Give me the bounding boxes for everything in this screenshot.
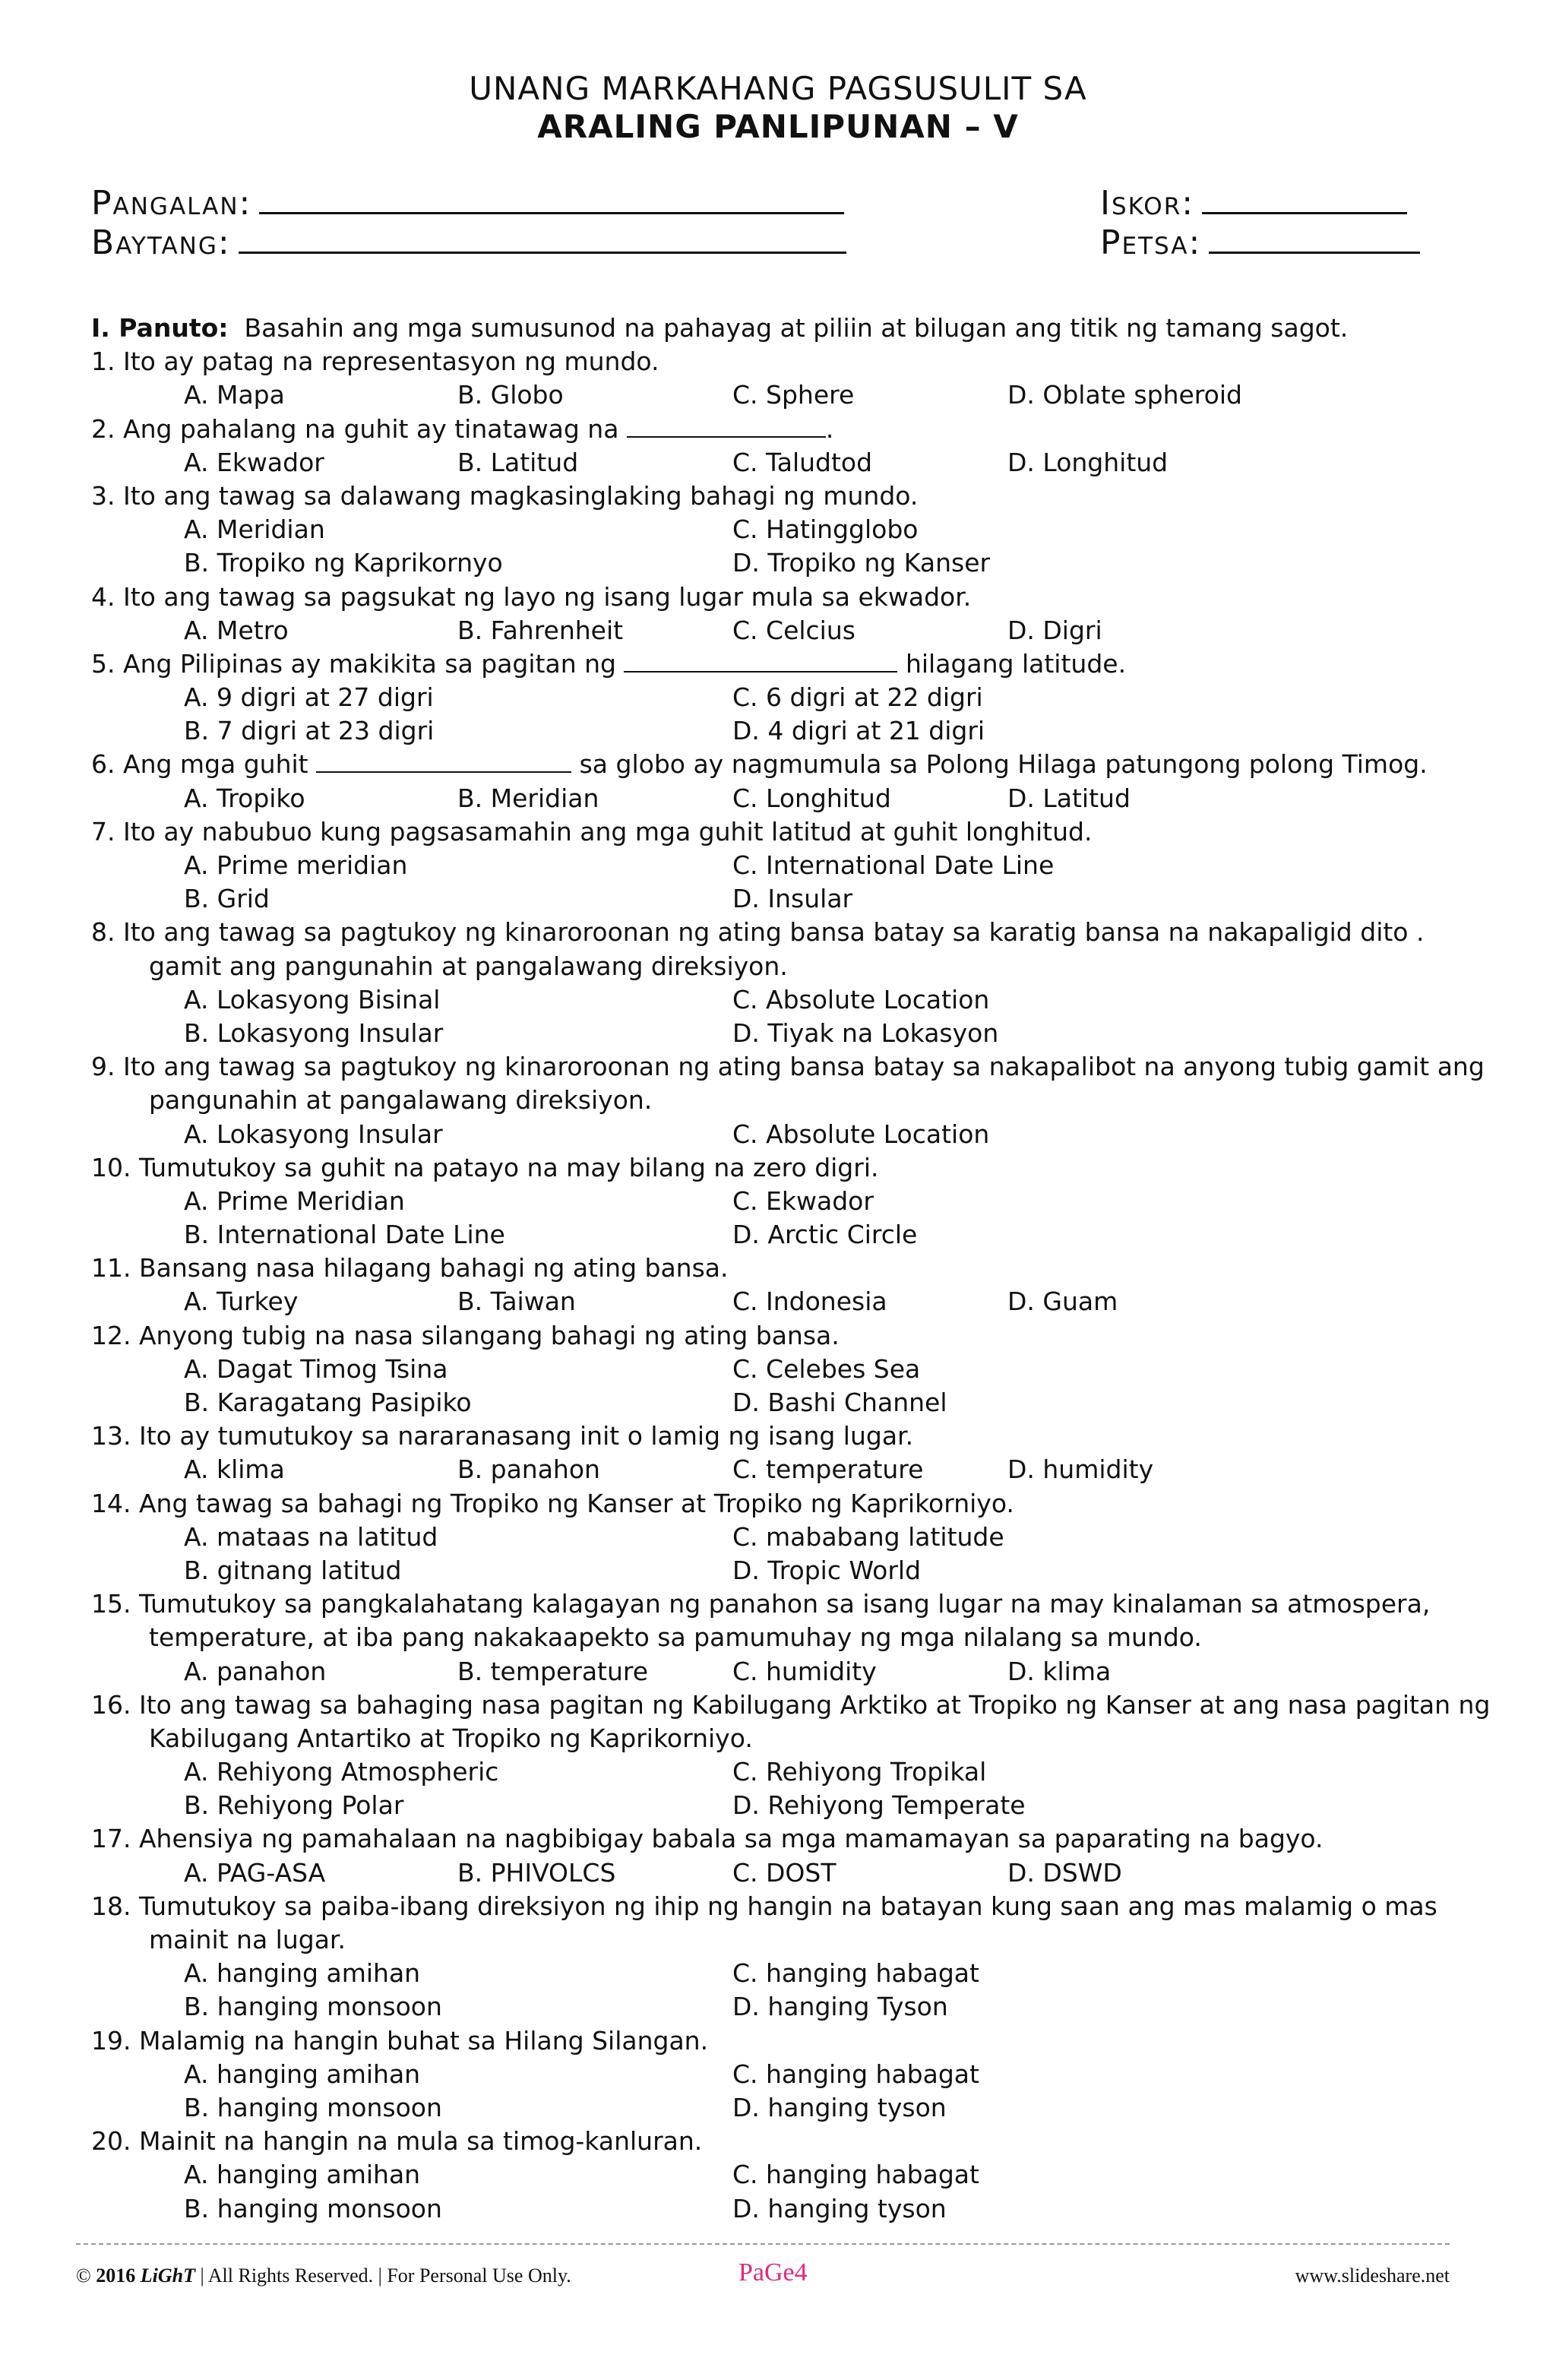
option-a[interactable]: A. Meridian [184, 514, 325, 545]
question-stem: Tumutukoy sa pangkalahatang kalagayan ng panahon sa isang lugar na may kinalaman sa atmospera, [138, 1589, 1431, 1619]
question-row [91, 1487, 1482, 1521]
option-d[interactable]: D. Rehiyong Temperate [732, 1790, 1026, 1821]
question-text [91, 1587, 1430, 1621]
question-text [91, 748, 1428, 781]
option-c[interactable]: C. temperature [732, 1454, 924, 1485]
option-a[interactable]: A. 9 digri at 27 digri [184, 682, 434, 713]
page-number: PaGe4 [738, 2258, 808, 2287]
question-text [91, 647, 1126, 681]
question-number: 20. [91, 2126, 131, 2157]
option-a[interactable]: A. Prime Meridian [184, 1185, 405, 1216]
question-number: 10. [91, 1152, 131, 1182]
option-d[interactable]: D. 4 digri at 21 digri [732, 716, 985, 746]
question-stem-continued: gamit ang pangunahin at pangalawang direksiyon. [149, 951, 788, 981]
question-row [91, 413, 1482, 446]
question-text [91, 1487, 1014, 1521]
option-c[interactable]: C. International Date Line [732, 850, 1055, 880]
options-row [91, 681, 1482, 714]
score-label: Iskor: [1100, 184, 1195, 223]
question-text [91, 413, 833, 446]
question-row [91, 815, 1482, 849]
question-stem: Ito ang tawag sa dalawang magkasinglaking bahagi ng mundo. [123, 480, 919, 511]
option-c[interactable]: C. Hatingglobo [732, 514, 919, 545]
copyright [76, 2264, 571, 2287]
option-c[interactable]: C. Taludtod [732, 447, 873, 477]
option-b[interactable]: B. Grid [184, 884, 270, 914]
question-number: 1. [91, 347, 115, 377]
question-text [91, 345, 659, 378]
question-row [91, 1587, 1482, 1621]
grade-label: Baytang: [91, 223, 231, 262]
question-number: 2. [91, 413, 115, 444]
option-a[interactable]: A. Ekwador [184, 447, 324, 477]
option-b[interactable]: B. Globo [457, 380, 564, 410]
question-text [91, 815, 1092, 849]
question-list [91, 312, 1491, 2226]
question-number: 15. [91, 1589, 131, 1619]
question-row [91, 1151, 1482, 1185]
instructions [91, 312, 1482, 345]
question-row-continued [91, 950, 1482, 983]
question-row [91, 1319, 1482, 1353]
question-stem-end: sa globo ay nagmumula sa Polong Hilaga patungong polong Timog. [571, 749, 1428, 780]
question-row [91, 2024, 1482, 2058]
question-text [91, 1890, 1437, 1923]
question-text [91, 1050, 1485, 1084]
option-a[interactable]: A. mataas na latitud [184, 1521, 438, 1552]
question-number: 18. [91, 1891, 131, 1921]
options-row [91, 614, 1482, 647]
question-stem: Ang mga guhit [123, 749, 308, 780]
options-row [91, 1353, 1482, 1386]
option-b[interactable]: B. Rehiyong Polar [184, 1790, 404, 1821]
question-text [91, 581, 971, 614]
options-row [91, 446, 1482, 479]
question-text [91, 1252, 729, 1285]
name-line [259, 185, 844, 214]
question-number: 13. [91, 1421, 131, 1451]
question-stem: Ito ang tawag sa pagtukoy ng kinaroroonan ng ating bansa batay sa karatig bansa na nakapaligid dito . [123, 917, 1425, 948]
question-stem: Ito ang tawag sa pagsukat ng layo ng isang lugar mula sa ekwador. [123, 581, 972, 612]
option-d[interactable]: D. Tropic World [732, 1555, 922, 1585]
option-b[interactable]: B. hanging monsoon [184, 1992, 442, 2022]
option-d[interactable]: D. hanging Tyson [732, 1992, 948, 2022]
question-row-continued [91, 1923, 1482, 1957]
option-a[interactable]: A. panahon [184, 1656, 327, 1686]
option-d[interactable]: D. Arctic Circle [732, 1220, 918, 1250]
options-row [91, 1957, 1482, 1990]
options-row [91, 2091, 1482, 2125]
option-c[interactable]: C. Absolute Location [732, 984, 990, 1014]
option-a[interactable]: A. hanging amihan [184, 1958, 421, 1989]
option-b[interactable]: B. hanging monsoon [184, 2193, 442, 2223]
option-d[interactable]: D. hanging tyson [732, 2193, 947, 2223]
question-text [91, 479, 918, 513]
option-a[interactable]: A. klima [184, 1454, 285, 1485]
site-url: www.slideshare.net [1295, 2264, 1450, 2287]
option-c[interactable]: C. Ekwador [732, 1185, 874, 1216]
question-row [91, 1688, 1491, 1722]
score-field [1100, 184, 1407, 223]
question-row [91, 1050, 1485, 1084]
question-row [91, 479, 1482, 513]
question-stem: Bansang nasa hilagang bahagi ng ating bansa. [138, 1253, 729, 1283]
brand-name: LiGhT [140, 2264, 195, 2287]
question-row [91, 748, 1482, 781]
date-field [1100, 223, 1420, 262]
question-number: 12. [91, 1320, 131, 1350]
question-stem-continued: mainit na lugar. [149, 1925, 346, 1954]
option-c[interactable]: C. Indonesia [732, 1287, 887, 1317]
question-stem-continued: pangunahin at pangalawang direksiyon. [149, 1085, 653, 1116]
options-row [91, 1755, 1482, 1789]
question-stem: Malamig na hangin buhat sa Hilang Silangan. [138, 2025, 709, 2056]
options-row [91, 546, 1482, 580]
name-field [91, 184, 844, 223]
option-c[interactable]: C. humidity [732, 1656, 877, 1686]
option-a[interactable]: A. Rehiyong Atmospheric [184, 1757, 499, 1787]
option-a[interactable]: A. Tropiko [184, 783, 305, 813]
options-row [91, 1285, 1482, 1318]
question-row [91, 581, 1482, 614]
options-row [91, 1386, 1482, 1419]
option-b[interactable]: B. hanging monsoon [184, 2092, 442, 2122]
question-stem: Ahensiya ng pamahalaan na nagbibigay babala sa mga mamamayan sa paparating na bagyo. [138, 1824, 1324, 1854]
question-text [91, 2024, 708, 2058]
question-row [91, 2125, 1482, 2158]
options-row [91, 1118, 1482, 1151]
option-b[interactable]: B. International Date Line [184, 1220, 505, 1250]
option-a[interactable]: A. Lokasyong Bisinal [184, 984, 441, 1014]
exam-subject: ARALING PANLIPUNAN – V [537, 108, 1019, 145]
question-stem-continued: temperature, at iba pang nakakaapekto sa pamumuhay ng mga nilalang sa mundo. [149, 1622, 1202, 1653]
option-d[interactable]: D. Guam [1007, 1287, 1118, 1317]
question-row-continued [91, 1722, 1482, 1755]
grade-line [239, 224, 846, 254]
score-line [1202, 185, 1407, 214]
option-d[interactable]: D. hanging tyson [732, 2092, 947, 2122]
rights-text: | All Rights Reserved. | For Personal Use Only. [200, 2264, 571, 2287]
option-b[interactable]: B. gitnang latitud [184, 1555, 402, 1585]
option-c[interactable]: C. hanging habagat [732, 1958, 979, 1989]
question-text [91, 1688, 1490, 1722]
options-row [91, 849, 1482, 882]
question-number: 19. [91, 2025, 131, 2056]
option-a[interactable]: A. Mapa [184, 380, 285, 410]
options-row [91, 1017, 1482, 1050]
option-d[interactable]: D. Digri [1007, 615, 1102, 645]
options-row [91, 882, 1482, 916]
option-c[interactable]: C. Absolute Location [732, 1119, 990, 1149]
question-row [91, 916, 1482, 949]
question-row [91, 345, 1482, 378]
option-c[interactable]: C. mababang latitude [732, 1521, 1004, 1552]
options-row [91, 782, 1482, 815]
options-row [91, 983, 1482, 1017]
question-stem-continued: Kabilugang Antartiko at Tropiko ng Kaprikorniyo. [149, 1723, 753, 1753]
question-number: 9. [91, 1052, 115, 1082]
question-number: 5. [91, 648, 115, 679]
option-a[interactable]: A. Lokasyong Insular [184, 1119, 443, 1149]
option-c[interactable]: C. Celcius [732, 615, 855, 645]
grade-field [91, 223, 846, 262]
options-row [91, 714, 1482, 748]
option-d[interactable]: D. Longhitud [1007, 447, 1169, 477]
question-number: 14. [91, 1488, 131, 1518]
copyright-year: 2016 [96, 2264, 136, 2287]
option-b[interactable]: B. Tropiko ng Kaprikornyo [184, 548, 503, 578]
question-stem: Ang Pilipinas ay makikita sa pagitan ng [123, 648, 616, 679]
option-d[interactable]: D. Bashi Channel [732, 1388, 947, 1417]
date-line [1209, 224, 1420, 254]
option-c[interactable]: C. 6 digri at 22 digri [732, 682, 983, 713]
option-a[interactable]: A. Turkey [184, 1287, 299, 1317]
option-b[interactable]: B. Taiwan [457, 1287, 576, 1317]
options-row [91, 1185, 1482, 1218]
option-d[interactable]: D. Tiyak na Lokasyon [732, 1018, 999, 1048]
option-a[interactable]: A. hanging amihan [184, 2160, 421, 2190]
question-row [91, 1822, 1482, 1856]
option-b[interactable]: B. Fahrenheit [457, 615, 624, 645]
answer-blank[interactable] [627, 413, 826, 438]
question-stem: Ito ang tawag sa bahaging nasa pagitan ng Kabilugang Arktiko at Tropiko ng Kanser at ang nasa pagitan ng [138, 1689, 1491, 1720]
options-row [91, 2158, 1482, 2192]
answer-blank[interactable] [624, 648, 897, 673]
option-d[interactable]: D. Tropiko ng Kanser [732, 548, 991, 578]
option-d[interactable]: D. humidity [1007, 1454, 1154, 1485]
options-row [91, 1990, 1482, 2024]
option-b[interactable]: B. Lokasyong Insular [184, 1018, 444, 1048]
question-text [91, 916, 1424, 949]
options-row [91, 1521, 1482, 1554]
option-b[interactable]: B. Meridian [457, 783, 599, 813]
option-b[interactable]: B. temperature [457, 1656, 649, 1686]
instructions-text: Basahin ang mga sumusunod na pahayag at piliin at bilugan ang titik ng tamang sagot. [244, 313, 1349, 343]
question-row [91, 1419, 1482, 1453]
question-row [91, 1890, 1482, 1923]
options-row [91, 2192, 1482, 2226]
option-b[interactable]: B. Latitud [457, 447, 579, 477]
option-c[interactable]: C. Celebes Sea [732, 1353, 921, 1384]
options-row [91, 1218, 1482, 1252]
question-stem: Mainit na hangin na mula sa timog-kanluran. [138, 2126, 703, 2157]
option-b[interactable]: B. PHIVOLCS [457, 1857, 616, 1888]
option-a[interactable]: A. Metro [184, 615, 289, 645]
option-d[interactable]: D. klima [1007, 1656, 1112, 1686]
question-row [91, 647, 1482, 681]
option-a[interactable]: A. hanging amihan [184, 2059, 421, 2089]
options-row [91, 1554, 1482, 1587]
question-stem: Ang pahalang na guhit ay tinatawag na [123, 413, 619, 444]
question-stem: Ang tawag sa bahagi ng Tropiko ng Kanser at Tropiko ng Kaprikorniyo. [138, 1488, 1014, 1518]
option-b[interactable]: B. Karagatang Pasipiko [184, 1388, 472, 1417]
option-c[interactable]: C. Longhitud [732, 783, 891, 813]
option-d[interactable]: D. Insular [732, 884, 853, 914]
date-label: Petsa: [1100, 223, 1202, 262]
options-row [91, 2058, 1482, 2091]
question-number: 17. [91, 1824, 131, 1854]
option-a[interactable]: A. Dagat Timog Tsina [184, 1353, 448, 1384]
option-c[interactable]: C. Sphere [732, 380, 855, 410]
instructions-label: I. Panuto: [91, 313, 229, 343]
question-text [91, 1822, 1324, 1856]
options-row [91, 1453, 1482, 1486]
option-c[interactable]: C. Rehiyong Tropikal [732, 1757, 987, 1787]
options-row [91, 1789, 1482, 1822]
question-number: 4. [91, 581, 115, 612]
question-row-continued [91, 1621, 1482, 1654]
option-a[interactable]: A. Prime meridian [184, 850, 408, 880]
option-c[interactable]: C. hanging habagat [732, 2059, 979, 2089]
question-text [91, 2125, 702, 2158]
question-stem: Ito ay nabubuo kung pagsasamahin ang mga guhit latitud at guhit longhitud. [123, 816, 1093, 847]
question-stem: Anyong tubig na nasa silangang bahagi ng ating bansa. [138, 1320, 840, 1350]
question-number: 11. [91, 1253, 131, 1283]
options-row [91, 1655, 1482, 1688]
question-text [91, 1319, 840, 1353]
question-stem-end: . [825, 413, 834, 444]
question-text [91, 1419, 913, 1453]
option-c[interactable]: C. DOST [732, 1857, 837, 1888]
question-number: 6. [91, 749, 115, 780]
answer-blank[interactable] [316, 748, 571, 773]
option-b[interactable]: B. 7 digri at 23 digri [184, 716, 435, 746]
question-number: 8. [91, 917, 115, 948]
option-d[interactable]: D. Oblate spheroid [1007, 380, 1242, 410]
question-number: 16. [91, 1689, 131, 1720]
option-d[interactable]: D. Latitud [1007, 783, 1131, 813]
options-row [91, 1856, 1482, 1890]
name-label: Pangalan: [91, 184, 252, 223]
question-stem: Ito ang tawag sa pagtukoy ng kinaroroonan ng ating bansa batay sa nakapalibot na anyong tubig gamit ang [123, 1052, 1485, 1082]
question-stem: Ito ay tumutukoy sa nararanasang init o lamig ng isang lugar. [138, 1421, 914, 1451]
question-number: 7. [91, 816, 115, 847]
option-d[interactable]: D. DSWD [1007, 1857, 1122, 1888]
question-stem-end: hilagang latitude. [897, 648, 1127, 679]
question-number: 3. [91, 480, 115, 511]
question-stem: Tumutukoy sa paiba-ibang direksiyon ng ihip ng hangin na batayan kung saan ang mas malamig o mas [138, 1891, 1437, 1921]
option-c[interactable]: C. hanging habagat [732, 2160, 979, 2190]
question-stem: Ito ay patag na representasyon ng mundo. [123, 347, 659, 377]
question-stem: Tumutukoy sa guhit na patayo na may bilang na zero digri. [138, 1152, 879, 1182]
copyright-icon: © [76, 2264, 91, 2287]
options-row [91, 378, 1482, 412]
question-row-continued [91, 1084, 1482, 1117]
footer-divider [76, 2243, 1450, 2245]
options-row [91, 513, 1482, 546]
exam-title: UNANG MARKAHANG PAGSUSULIT SA [469, 70, 1087, 107]
question-row [91, 1252, 1482, 1285]
option-a[interactable]: A. PAG-ASA [184, 1857, 326, 1888]
option-b[interactable]: B. panahon [457, 1454, 600, 1485]
question-text [91, 1151, 878, 1185]
